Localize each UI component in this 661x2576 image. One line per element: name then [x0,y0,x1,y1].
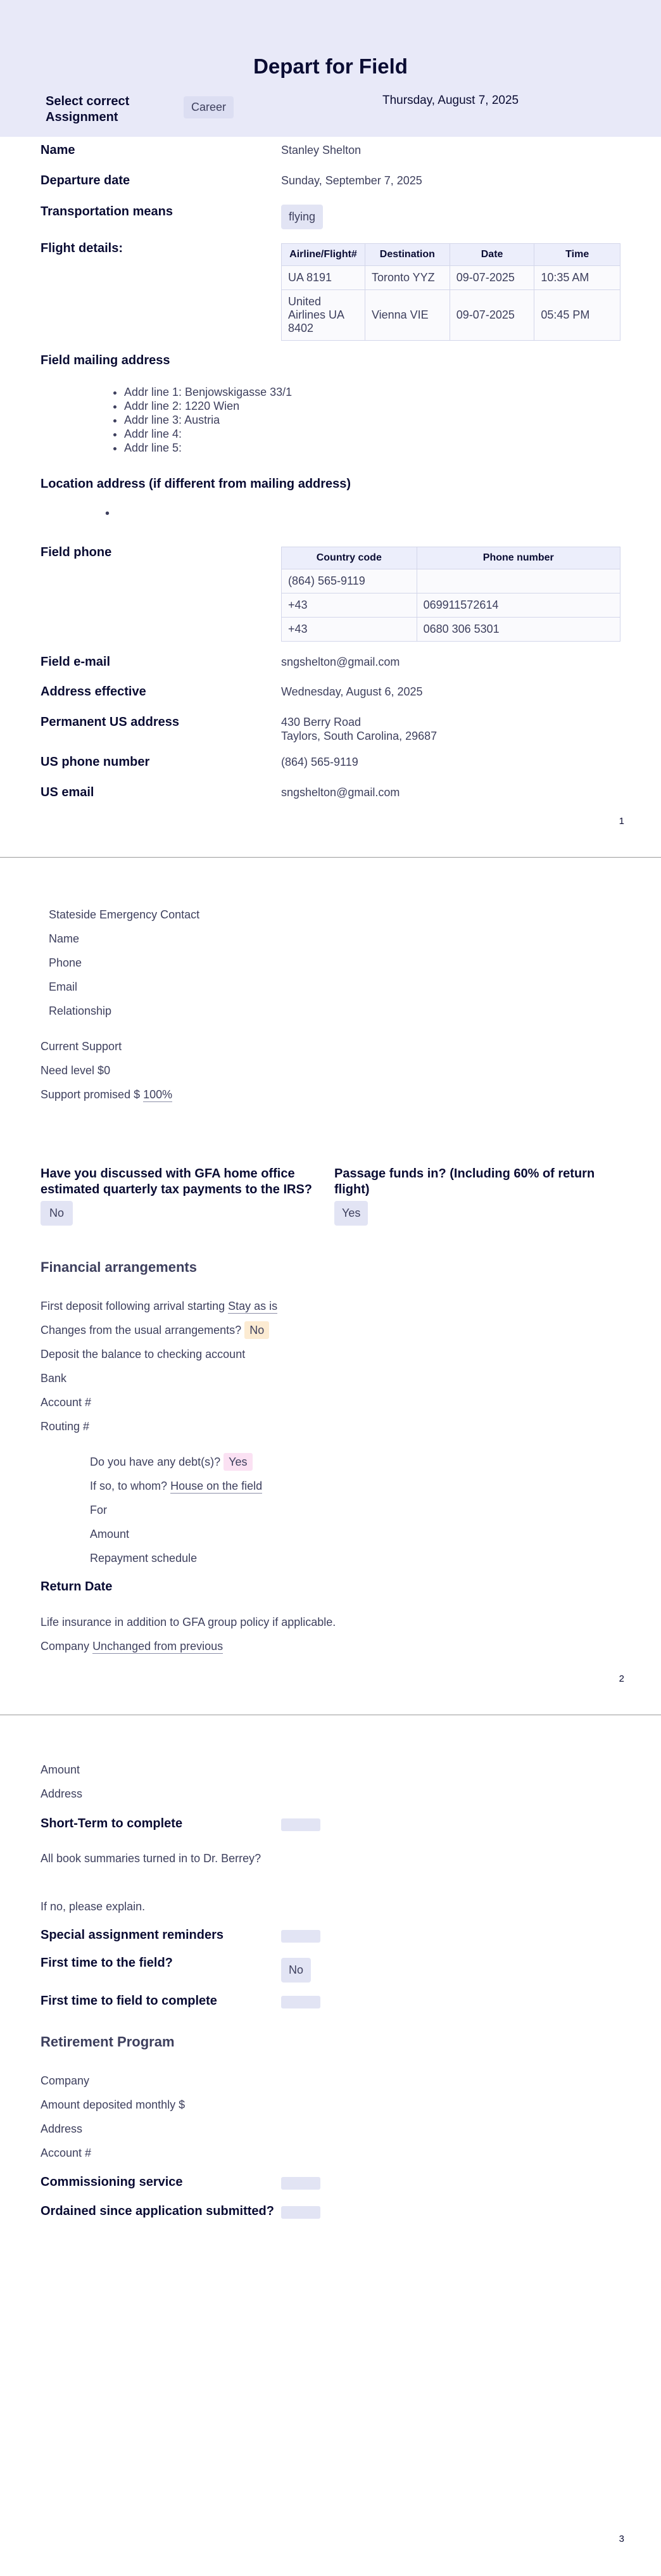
phone-header-cell: Phone number [417,547,620,569]
phone-table [281,547,620,642]
flight-cell: Toronto YYZ [365,266,450,290]
first-deposit-value[interactable]: Stay as is [228,1300,278,1312]
return-date-label: Return Date [41,1580,113,1594]
debts-label: Do you have any debt(s)? [90,1456,221,1468]
flight-cell: 09-07-2025 [450,290,534,341]
short-term-field[interactable] [281,1818,320,1831]
short-term-label: Short-Term to complete [41,1817,183,1830]
phone-header-row [282,547,620,569]
flight-header-cell: Destination [365,244,450,266]
to-whom-label: If so, to whom? [90,1480,168,1492]
flight-label: Flight details: [41,241,123,255]
emergency-contact-title: Stateside Emergency Contact [49,908,200,921]
routing-number: Routing # [41,1420,90,1433]
us-email-label: US email [41,785,94,799]
transport-value[interactable]: flying [281,205,323,229]
retirement-account: Account # [41,2147,92,2159]
insurance-company-value[interactable]: Unchanged from previous [92,1640,223,1653]
flight-row [282,290,620,341]
phone-label: Field phone [41,545,112,559]
commissioning-label: Commissioning service [41,2175,183,2189]
transport-label: Transportation means [41,205,173,219]
tax-answer[interactable]: No [41,1201,73,1226]
flight-cell: 05:45 PM [534,290,620,341]
flight-cell: Vienna VIE [365,290,450,341]
phone-cell: +43 [282,593,417,618]
address: Address [41,1787,83,1800]
departure-value: Sunday, September 7, 2025 [281,174,422,187]
support-promised-value[interactable]: 100% [143,1088,173,1101]
special-label: Special assignment reminders [41,1928,224,1942]
amount-monthly: Amount deposited monthly $ [41,2098,186,2111]
phone-cell: (864) 565-9119 [282,569,417,593]
mailing-address-list [124,385,292,455]
amount: Amount [41,1763,80,1776]
contact-email: Email [49,980,78,993]
book-summaries: All book summaries turned in to Dr. Berrey? [41,1852,261,1865]
ordained-label: Ordained since application submitted? [41,2204,274,2218]
assignment-select[interactable]: Career [184,96,234,118]
page-1 [0,0,661,857]
debt-for: For [90,1504,107,1516]
bank: Bank [41,1372,67,1385]
flight-cell: 10:35 AM [534,266,620,290]
us-email-value: sngshelton@gmail.com [281,786,400,799]
mailing-address-line: • Addr line 2: 1220 Wien [124,399,292,413]
location-label: Location address (if different from mailing address) [41,477,351,491]
phone-row [282,593,620,618]
tax-question: Have you discussed with GFA home office estimated quarterly tax payments to the IRS? [41,1167,313,1196]
retirement-address: Address [41,2122,83,2135]
mailing-label: Field mailing address [41,353,170,367]
to-whom [90,1480,262,1493]
page-title: Depart for Field [253,54,408,78]
flight-header-cell: Date [450,244,534,266]
us-address-line1: 430 Berry Road [281,716,362,728]
current-support: Current Support [41,1040,122,1053]
changes-label: Changes from the usual arrangements? [41,1324,242,1336]
phone-row [282,569,620,593]
retirement-title: Retirement Program [41,2034,175,2050]
phone-cell [417,569,620,593]
insurance-company-label: Company [41,1640,90,1653]
name-value: Stanley Shelton [281,144,362,156]
email-value: sngshelton@gmail.com [281,656,400,668]
contact-name: Name [49,932,80,945]
debt-amount: Amount [90,1528,130,1540]
debts-value[interactable]: Yes [223,1453,252,1471]
flight-cell: UA 8191 [282,266,365,290]
need-level: Need level $0 [41,1064,111,1077]
special-field[interactable] [281,1930,320,1943]
location-bullet: • [105,507,110,521]
account-number: Account # [41,1396,92,1409]
mailing-address-line: • Addr line 4: [124,427,292,441]
flight-cell: 09-07-2025 [450,266,534,290]
debts-question [90,1456,253,1469]
phone-cell: 069911572614 [417,593,620,618]
flight-header-row [282,244,620,266]
phone-cell: +43 [282,618,417,642]
flight-row [282,266,620,290]
page-number: 2 [619,1673,624,1684]
phone-row [282,618,620,642]
phone-cell: 0680 306 5301 [417,618,620,642]
first-time-label: First time to the field? [41,1956,173,1970]
contact-relationship: Relationship [49,1005,112,1017]
life-insurance: Life insurance in addition to GFA group policy if applicable. [41,1616,336,1628]
deposit-balance: Deposit the balance to checking account [41,1348,246,1361]
us-address-line2: Taylors, South Carolina, 29687 [281,730,438,742]
flight-cell: United Airlines UA 8402 [282,290,365,341]
header-banner [0,0,661,137]
commissioning-field[interactable] [281,2177,320,2190]
changes-value[interactable]: No [244,1321,269,1339]
email-label: Field e-mail [41,655,111,669]
first-time-complete-field[interactable] [281,1996,320,2008]
page-3 [0,1715,661,2576]
contact-phone: Phone [49,956,82,969]
flight-header-cell: Airline/Flight# [282,244,365,266]
departure-label: Departure date [41,174,130,187]
repayment-schedule: Repayment schedule [90,1552,198,1564]
header-date: Thursday, August 7, 2025 [382,94,519,107]
page-number: 3 [619,2534,624,2544]
passage-answer[interactable]: Yes [334,1201,368,1226]
flight-header-cell: Time [534,244,620,266]
ordained-field[interactable] [281,2206,320,2219]
first-deposit [41,1300,277,1313]
first-time-value[interactable]: No [281,1958,311,1983]
first-time-complete-label: First time to field to complete [41,1994,217,2008]
passage-question: Passage funds in? (Including 60% of return flight) [334,1167,595,1196]
mailing-address-line: • Addr line 5: [124,441,292,455]
page-2 [0,858,661,1715]
support-promised [41,1088,172,1101]
first-deposit-label: First deposit following arrival starting [41,1300,225,1312]
us-phone-label: US phone number [41,755,150,769]
retirement-company: Company [41,2074,90,2087]
insurance-company [41,1640,223,1653]
effective-label: Address effective [41,685,146,699]
changes-arrangements [41,1324,269,1337]
if-no-explain: If no, please explain. [41,1900,146,1913]
page-number: 1 [619,816,624,827]
mailing-address-line: • Addr line 1: Benjowskigasse 33/1 [124,385,292,399]
support-promised-label: Support promised $ [41,1088,141,1101]
assignment-label: Select correct Assignment [46,94,130,124]
to-whom-value[interactable]: House on the field [170,1480,263,1492]
effective-value: Wednesday, August 6, 2025 [281,685,423,698]
us-phone-value: (864) 565-9119 [281,756,358,768]
name-label: Name [41,143,75,157]
us-address-label: Permanent US address [41,715,179,729]
financial-title: Financial arrangements [41,1259,197,1275]
phone-header-cell: Country code [282,547,417,569]
flight-table [281,243,620,341]
mailing-address-line: • Addr line 3: Austria [124,413,292,427]
